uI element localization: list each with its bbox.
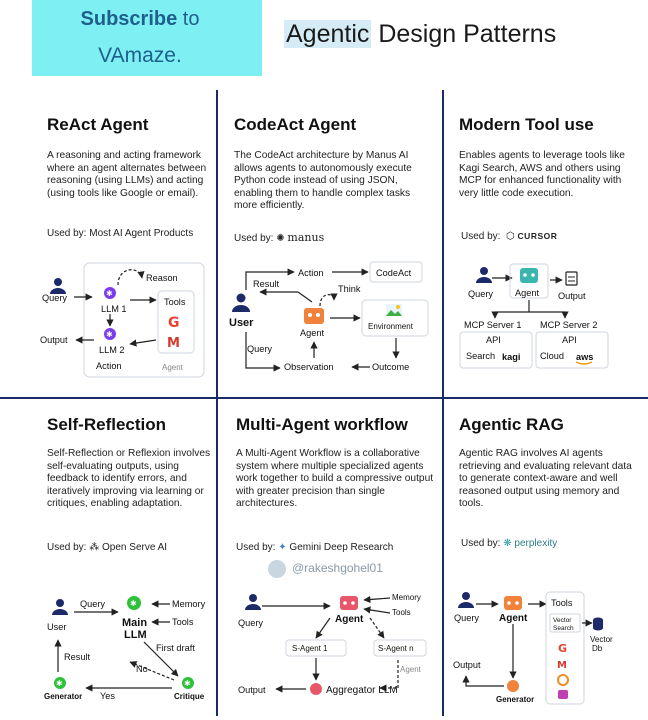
tooluse-mcp1-label: MCP Server 1 [464,320,522,330]
reflection-result-label: Result [64,652,91,662]
person-icon [476,267,492,283]
react-query-label: Query [42,293,68,303]
person-icon [52,599,68,615]
reflection-first-draft-label: First draft [156,643,195,653]
tooluse-diagram [460,264,608,368]
critique-icon [182,677,194,689]
rag-vector-search-label-1: Vector [553,617,572,624]
multiagent-query-label: Query [238,618,264,628]
svg-text:✱: ✱ [184,679,191,688]
tooluse-search-label: Search [466,351,496,361]
subscribe-line-2: VAmaze. [98,44,182,67]
rag-generator-label: Generator [496,695,535,704]
codeact-codeact-label: CodeAct [376,268,412,278]
reflection-query-label: Query [80,599,106,609]
multiagent-tools-label: Tools [392,608,411,617]
rag-diagram [453,592,613,704]
aggregator-icon [310,683,322,695]
rag-description: Agentic RAG involves AI agents retrieving and evaluating relevant data to generate context-aware and well reasoned output using memory and tools. [459,448,632,510]
llm-icon [127,596,141,610]
rag-query-label: Query [454,613,480,623]
reflection-no-label: No [136,664,148,674]
tooluse-api1-label: API [486,335,501,345]
rag-vector-search-label-2: Search [553,625,574,632]
codeact-think-label: Think [338,284,361,294]
tooluse-query-label: Query [468,289,494,299]
codeact-title: CodeAct Agent [234,115,357,134]
tooluse-title: Modern Tool use [459,115,594,134]
rag-tools-label: Tools [551,598,573,608]
multiagent-description: A Multi-Agent Workflow is a collaborative system where multiple specialized agents work together to build a compressive output with greater precision than single architectures. [236,448,434,510]
codeact-query-label: Query [247,344,273,354]
generator-icon [507,680,519,692]
watermark-handle: @rakeshgohel01 [292,561,383,575]
codeact-used-by: Used by: ✺ manus [234,231,325,244]
gmail-icon [167,336,180,351]
codeact-diagram [229,262,428,372]
svg-text:✱: ✱ [106,330,113,339]
react-action-label: Action [96,361,122,371]
tooluse-aws-label: aws [576,352,594,362]
react-title: ReAct Agent [47,115,149,134]
tooluse-agent-label: Agent [515,288,540,298]
codeact-outcome-label: Outcome [372,362,410,372]
generator-icon [54,677,66,689]
database-icon [593,618,603,631]
react-used-by: Used by: Most AI Agent Products [47,228,194,239]
person-icon [458,592,474,608]
person-icon [245,594,261,610]
codeact-agent-label: Agent [300,328,325,338]
reflection-generator-label: Generator [44,692,83,701]
document-icon [566,272,577,285]
agent-robot-icon [520,268,538,283]
tooluse-api2-label: API [562,335,577,345]
codeact-environment-label: Environment [368,322,413,331]
tooluse-description: Enables agents to leverage tools like Kagi Search, AWS and others using MCP for enhanced functionality with very little code execution. [459,150,625,199]
llm-icon [104,287,116,299]
multiagent-diagram [238,593,426,696]
person-icon [50,278,66,294]
codeact-observation-label: Observation [284,362,334,372]
tooluse-kagi-label: kagi [502,352,521,362]
svg-text:G: G [168,315,180,331]
google-icon [168,315,180,331]
person-icon [232,294,250,313]
agent-robot-icon [304,308,324,324]
reflection-yes-label: Yes [100,691,115,701]
reflection-used-by: Used by: ⁂ Open Serve AI [47,542,168,553]
codeact-action-label: Action [298,268,324,278]
reflection-llm-label: LLM [124,629,147,641]
tooluse-cloud-label: Cloud [540,351,565,361]
reflection-description: Self-Reflection or Reflexion involves self-evaluating outputs, using feedback to identify errors, and iteratively improving via learning or critiques, enabling adaptation. [47,448,211,510]
app-icon [558,690,568,699]
page-title: Agentic Design Patterns [286,20,557,48]
multiagent-sagentn-label: S-Agent n [378,644,414,653]
react-llm1-label: LLM 1 [101,304,127,314]
svg-text:✱: ✱ [130,599,137,608]
multiagent-sagent1-label: S-Agent 1 [292,644,328,653]
rag-agent-label: Agent [499,613,528,624]
react-agent-label: Agent [162,363,183,372]
rag-vector-db-label-2: Db [592,644,603,653]
agent-robot-icon [340,596,358,610]
google-icon [558,642,567,655]
multiagent-memory-label: Memory [392,593,421,602]
gmail-icon [557,660,567,671]
svg-text:G: G [558,642,568,655]
multiagent-aggregator-label: Aggregator LLM [326,685,398,696]
react-tools-label: Tools [164,297,186,307]
rag-used-by: Used by: ❋ perplexity [461,538,558,549]
react-reason-label: Reason [146,273,178,283]
tooluse-used-by: Used by: ⬡ CURSOR [461,231,558,242]
reflection-title: Self-Reflection [47,415,167,434]
multiagent-agent-small-label: Agent [400,665,421,674]
rag-output-label: Output [453,660,481,670]
reflection-diagram [44,596,206,701]
svg-text:M: M [167,336,180,351]
reflection-memory-label: Memory [172,599,206,609]
svg-text:✱: ✱ [56,679,63,688]
react-llm2-label: LLM 2 [99,345,125,355]
reflection-tools-label: Tools [172,617,194,627]
subscribe-line-1: Subscribe to [80,8,200,30]
rag-vector-db-label-1: Vector [590,635,613,644]
multiagent-title: Multi-Agent workflow [236,415,408,434]
multiagent-agent-label: Agent [335,614,364,625]
multiagent-output-label: Output [238,685,266,695]
codeact-description: The CodeAct architecture by Manus AI allows agents to autonomously execute Python code instead of using JSON, enabling them to handle complex tasks more efficiently. [234,150,412,212]
reflection-main-label: Main [122,617,148,629]
multiagent-used-by: Used by: ✦ Gemini Deep Research [236,542,394,553]
reflection-critique-label: Critique [174,692,205,701]
agent-robot-icon [504,596,522,610]
react-output-label: Output [40,335,68,345]
svg-text:M: M [557,660,567,671]
react-diagram [40,263,204,377]
environment-image-icon [386,304,402,316]
tooluse-mcp2-label: MCP Server 2 [540,320,598,330]
rag-title: Agentic RAG [459,415,564,434]
llm-icon [104,328,116,340]
svg-text:✱: ✱ [106,289,113,298]
react-description: A reasoning and acting framework where an agent alternates between reasoning (using LLMs) and acting (using tools like Google or email). [47,150,207,199]
reflection-user-label: User [47,622,67,632]
codeact-result-label: Result [253,279,280,289]
tooluse-output-label: Output [558,291,586,301]
codeact-user-label: User [229,317,254,329]
